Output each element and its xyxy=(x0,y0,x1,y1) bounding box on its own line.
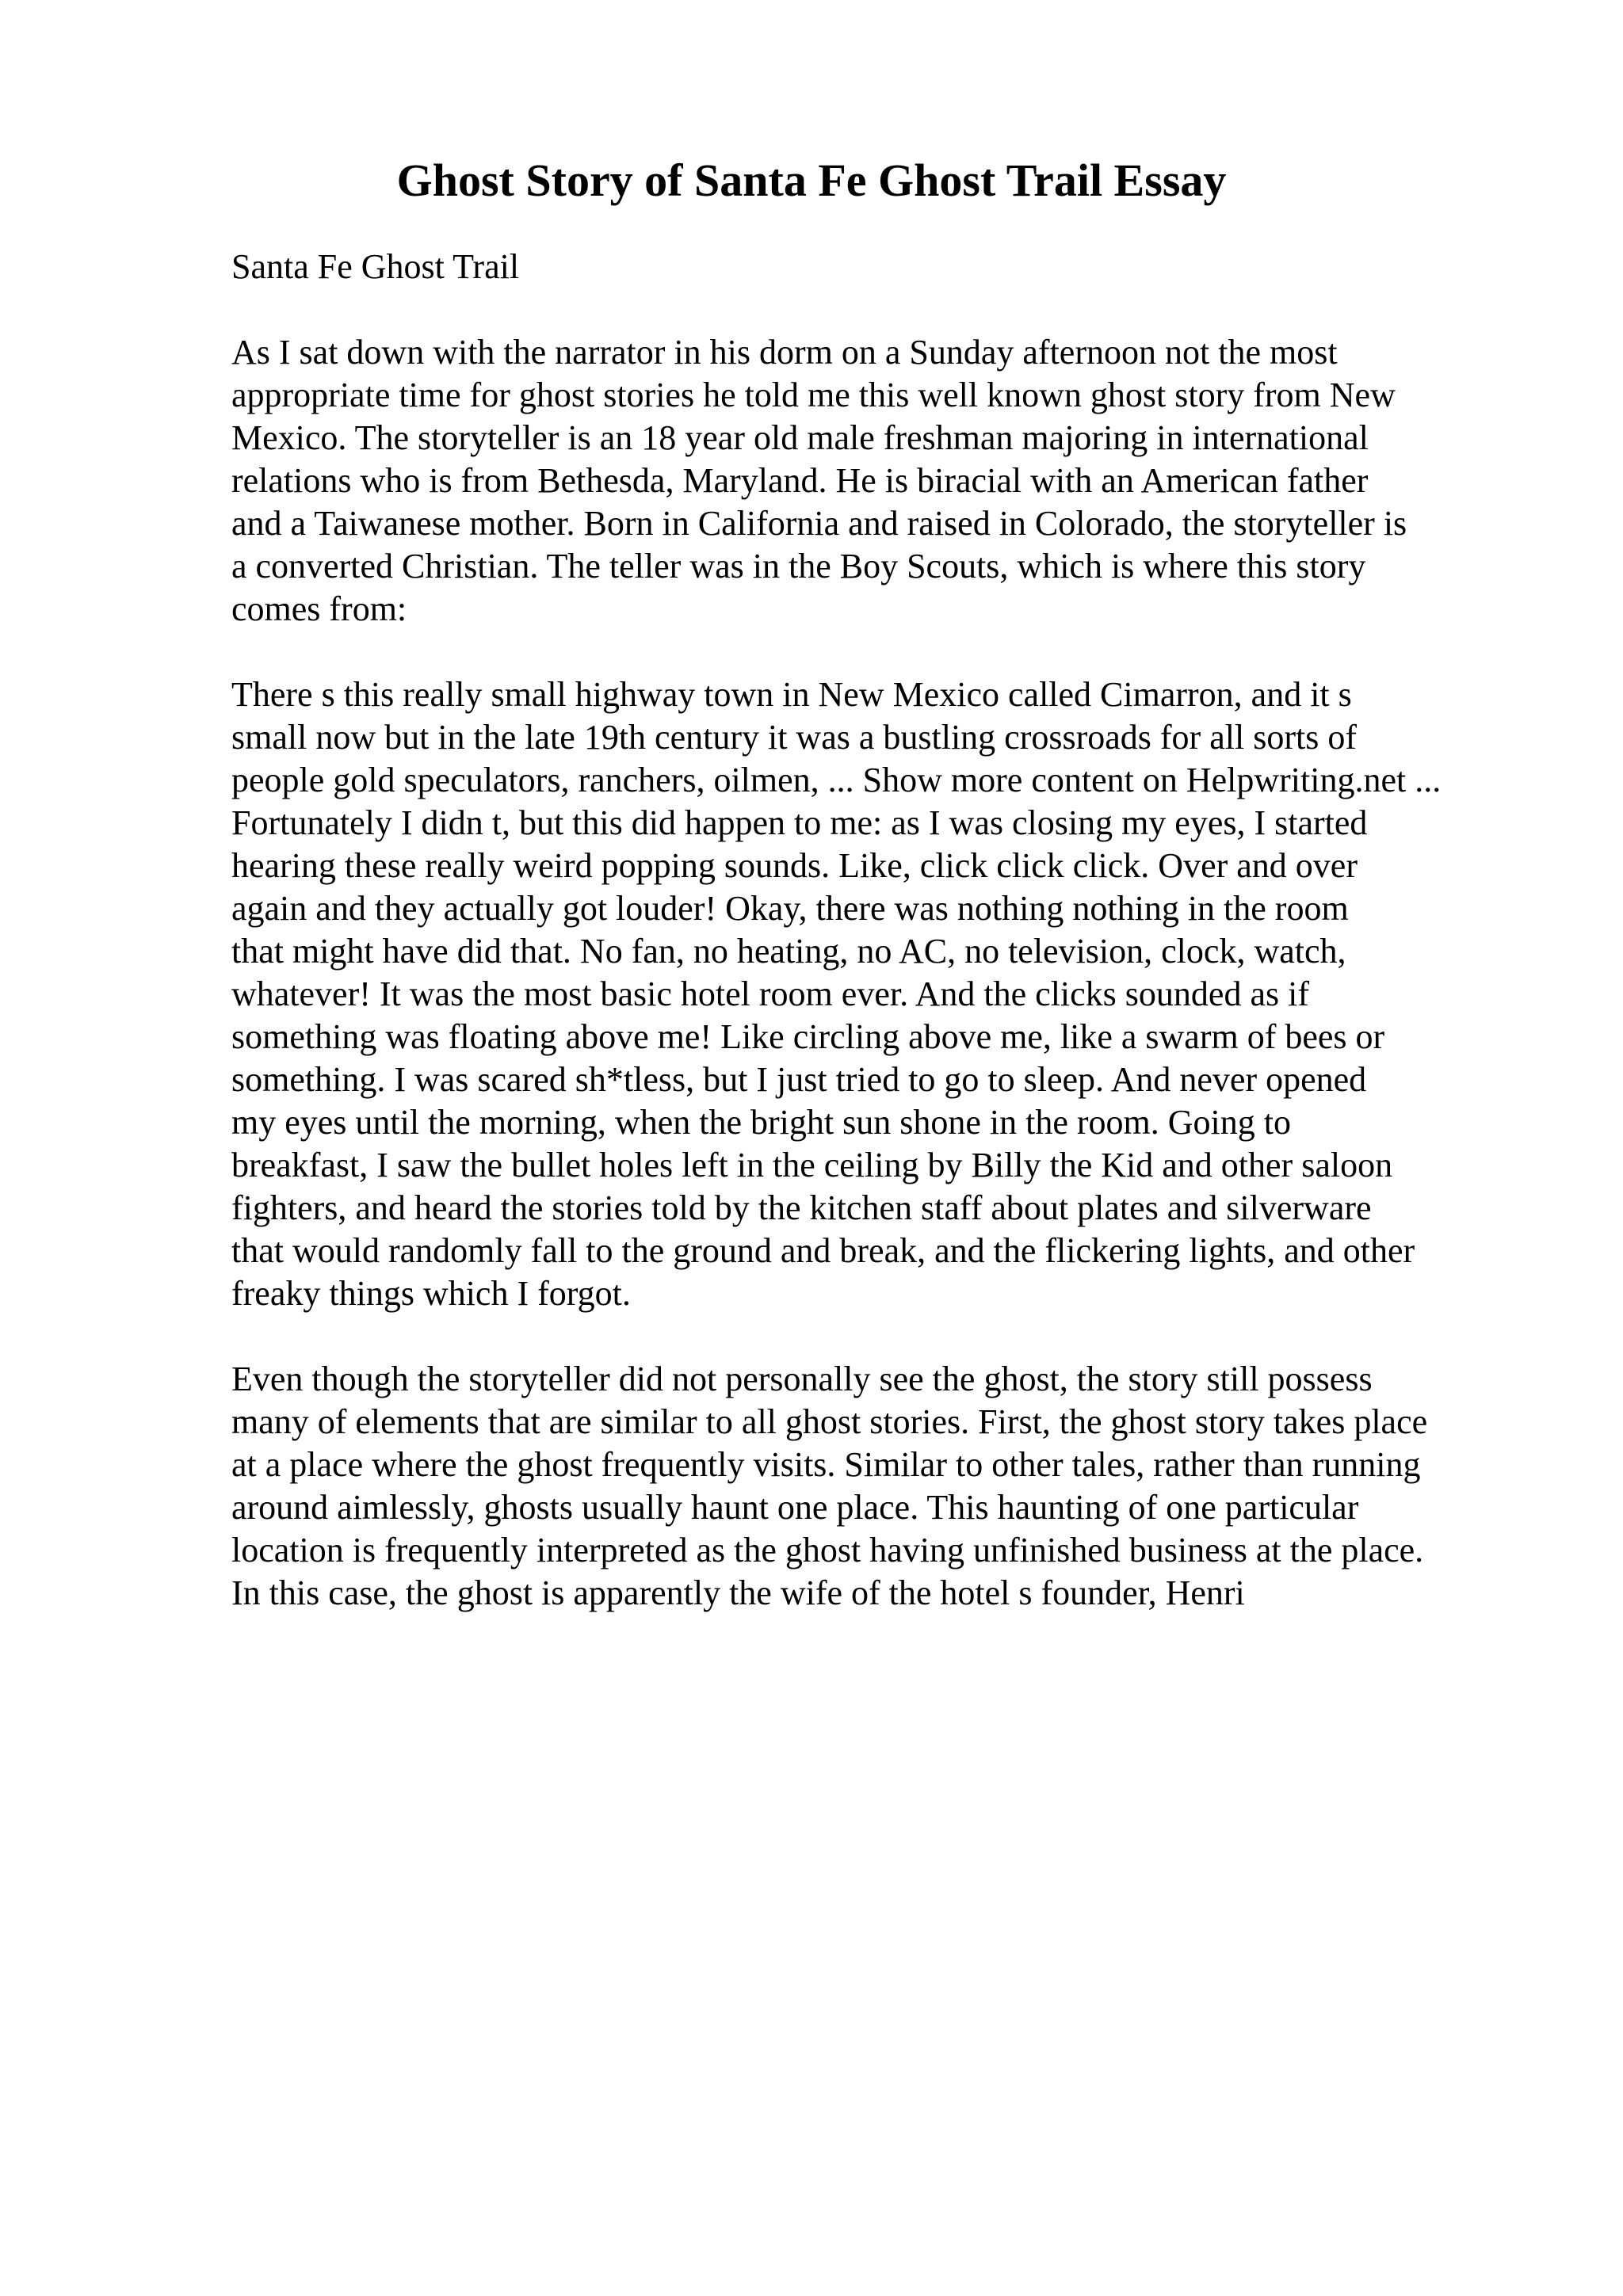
paragraph-line: Fortunately I didn t, but this did happen to me: as I was closing my eyes, I started xyxy=(231,803,1368,842)
paragraph-line: again and they actually got louder! Okay, there was nothing nothing in the room xyxy=(231,889,1349,928)
paragraph-line: Mexico. The storyteller is an 18 year old male freshman majoring in international xyxy=(231,418,1369,457)
paragraph-line: many of elements that are similar to all ghost stories. First, the ghost story takes place xyxy=(231,1402,1428,1441)
paragraph-intro xyxy=(231,331,1407,631)
paragraph-story xyxy=(231,673,1441,1315)
paragraph-line: Even though the storyteller did not personally see the ghost, the story still possess xyxy=(231,1360,1373,1398)
paragraph-line: a converted Christian. The teller was in the Boy Scouts, which is where this story xyxy=(231,547,1366,585)
paragraph-line: around aimlessly, ghosts usually haunt one place. This haunting of one particular xyxy=(231,1488,1359,1527)
paragraph-line: people gold speculators, ranchers, oilmen, ... Show more content on Helpwriting.net ... xyxy=(231,761,1442,799)
paragraph-line: something was floating above me! Like circling above me, like a swarm of bees or xyxy=(231,1017,1385,1056)
paragraph-line: and a Taiwanese mother. Born in California and raised in Colorado, the storyteller is xyxy=(231,504,1407,543)
paragraph-analysis xyxy=(231,1358,1427,1615)
paragraph-line: relations who is from Bethesda, Maryland. He is biracial with an American father xyxy=(231,461,1369,500)
paragraph-line: something. I was scared sh*tless, but I just tried to go to sleep. And never opened xyxy=(231,1060,1367,1099)
paragraph-line: that might have did that. No fan, no heating, no AC, no television, clock, watch, xyxy=(231,932,1346,971)
paragraph-line: fighters, and heard the stories told by the kitchen staff about plates and silverware xyxy=(231,1188,1372,1227)
paragraph-line: comes from: xyxy=(231,589,407,628)
paragraph-line: breakfast, I saw the bullet holes left in the ceiling by Billy the Kid and other saloon xyxy=(231,1146,1393,1184)
paragraph-line: There s this really small highway town in New Mexico called Cimarron, and it s xyxy=(231,675,1352,714)
paragraph-line: As I sat down with the narrator in his dorm on a Sunday afternoon not the most xyxy=(231,333,1338,372)
paragraph-line: whatever! It was the most basic hotel room ever. And the clicks sounded as if xyxy=(231,974,1309,1013)
document-subtitle: Santa Fe Ghost Trail xyxy=(231,247,520,286)
paragraph-line: hearing these really weird popping sounds. Like, click click click. Over and over xyxy=(231,846,1358,885)
paragraph-line: that would randomly fall to the ground and break, and the flickering lights, and other xyxy=(231,1231,1415,1270)
paragraph-line: small now but in the late 19th century it was a bustling crossroads for all sorts of xyxy=(231,718,1357,757)
paragraph-line: In this case, the ghost is apparently the wife of the hotel s founder, Henri xyxy=(231,1573,1245,1612)
document-title: Ghost Story of Santa Fe Ghost Trail Essay xyxy=(396,154,1227,206)
paragraph-line: freaky things which I forgot. xyxy=(231,1274,631,1313)
paragraph-line: at a place where the ghost frequently visits. Similar to other tales, rather than running xyxy=(231,1445,1421,1484)
paragraph-line: location is frequently interpreted as the ghost having unfinished business at the place. xyxy=(231,1531,1424,1569)
paragraph-line: appropriate time for ghost stories he told me this well known ghost story from New xyxy=(231,376,1396,414)
paragraph-line: my eyes until the morning, when the bright sun shone in the room. Going to xyxy=(231,1103,1291,1142)
